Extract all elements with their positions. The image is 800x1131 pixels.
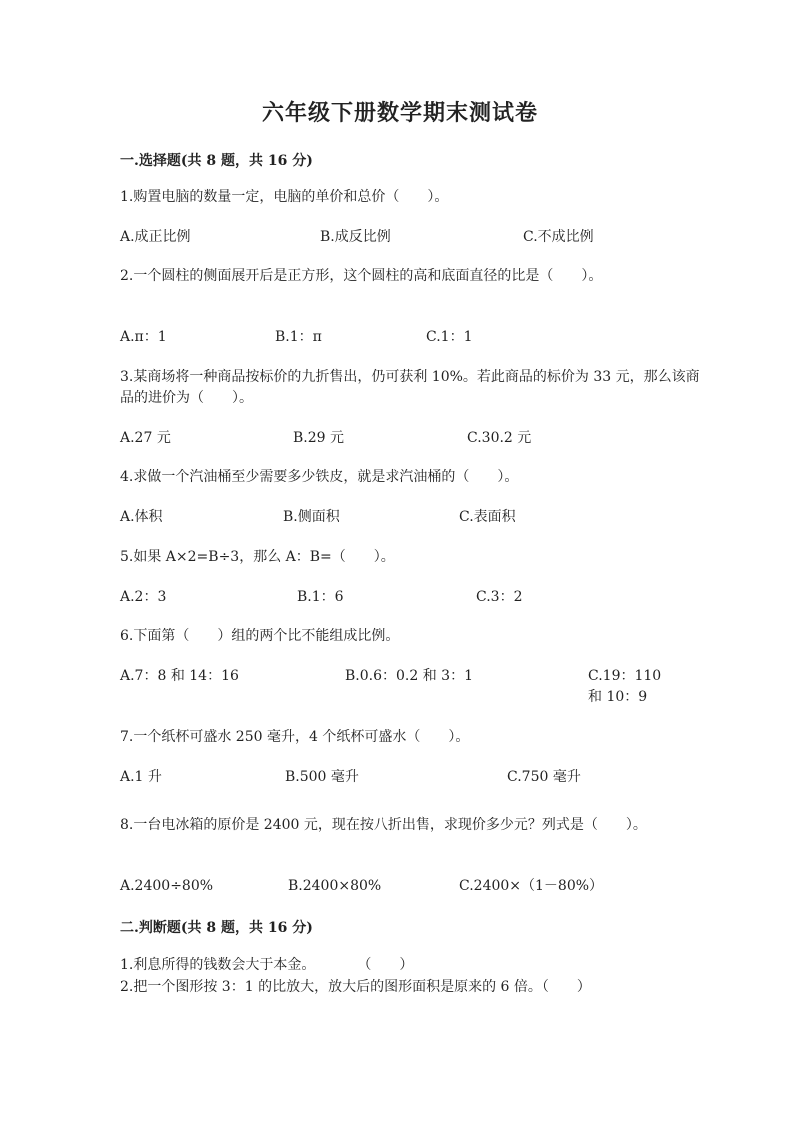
option-b: B.侧面积 [283,509,340,525]
option-c: C.1：1 [426,329,473,345]
option-a: A.2400÷80% [120,878,214,894]
option-c: C.3：2 [476,589,523,605]
question-text: 8.一台电冰箱的原价是 2400 元，现在按八折出售，求现价多少元？列式是（ ）。 [120,817,647,833]
question-text: 2.把一个图形按 3：1 的比放大，放大后的图形面积是原来的 6 倍。（ ） [120,979,591,995]
option-b: B.1：π [275,329,322,345]
option-c: C.19：110 和 10：9 [588,668,662,705]
section-header-choice: 一.选择题(共 8 题，共 16 分) [120,153,313,169]
options-row [120,327,700,371]
options-row [120,767,700,811]
option-b: B.29 元 [293,430,345,446]
options-row [120,587,700,631]
question-text: 5.如果 A×2=B÷3，那么 A：B=（ ）。 [120,549,395,565]
option-a: A.体积 [120,509,163,525]
page-title: 六年级下册数学期末测试卷 [261,100,538,126]
option-b: B.1：6 [297,589,344,605]
section-header-judgement: 二.判断题(共 8 题，共 16 分) [120,920,313,936]
option-a: A.27 元 [120,430,171,446]
question-text: 7.一个纸杯可盛水 250 毫升，4 个纸杯可盛水（ ）。 [120,729,470,745]
options-row [120,227,700,271]
option-b: B.成反比例 [320,229,391,245]
option-c: C.不成比例 [523,229,594,245]
option-c: C.30.2 元 [467,430,532,446]
question-text: 2.一个圆柱的侧面展开后是正方形，这个圆柱的高和底面直径的比是（ ）。 [120,268,603,284]
option-a: A.2：3 [120,589,167,605]
option-a: A.π：1 [120,329,167,345]
question-text: 1.利息所得的钱数会大于本金。 （ ） [120,957,414,973]
option-a: A.1 升 [120,769,162,785]
question-text: 3.某商场将一种商品按标价的九折售出，仍可获利 10%。若此商品的标价为 33 元，那么该商品的进价为（ ）。 [120,369,700,406]
option-b: B.500 毫升 [285,769,359,785]
options-row [120,428,700,472]
question-text: 4.求做一个汽油桶至少需要多少铁皮，就是求汽油桶的（ ）。 [120,469,519,485]
option-b: B.2400×80% [288,878,382,894]
option-c: C.表面积 [459,509,516,525]
option-b: B.0.6：0.2 和 3：1 [345,668,473,684]
option-a: A.成正比例 [120,229,191,245]
option-a: A.7：8 和 14：16 [120,668,239,684]
option-c: C.2400×（1－80%） [459,878,604,894]
question-text: 6.下面第（ ）组的两个比不能组成比例。 [120,628,400,644]
options-row [120,666,700,710]
question-text: 1.购置电脑的数量一定，电脑的单价和总价（ ）。 [120,189,449,205]
options-row [120,876,700,920]
option-c: C.750 毫升 [507,769,581,785]
options-row [120,507,700,551]
